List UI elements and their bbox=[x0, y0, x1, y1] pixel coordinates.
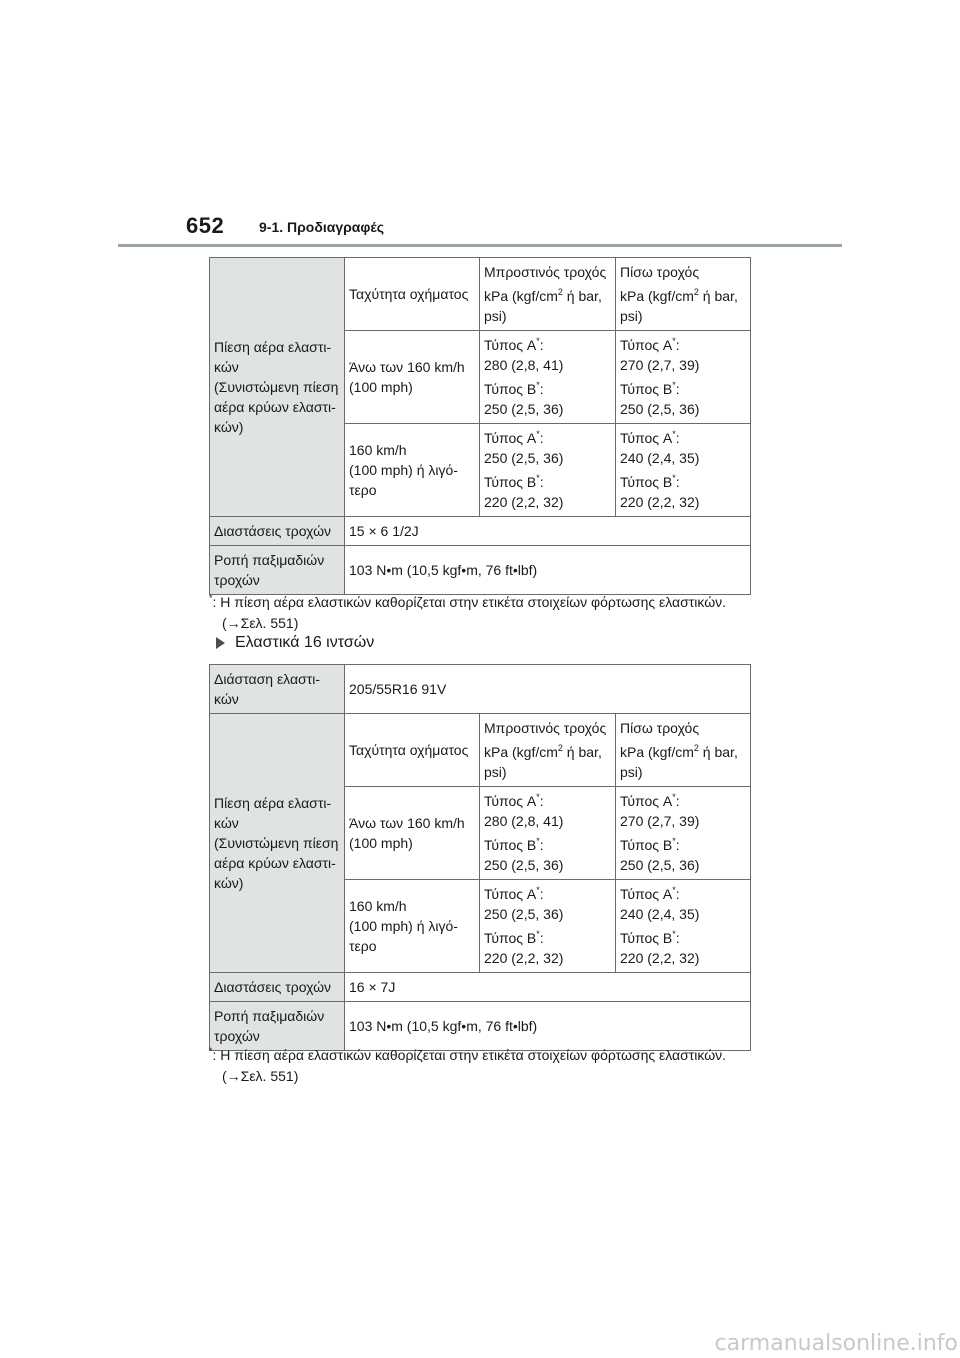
col-front-header: Μπροστινός τροχός kPa ($kgf/cm^2$ ή bar, psi) bbox=[480, 714, 616, 787]
page-header bbox=[0, 0, 960, 250]
col-speed-header: Ταχύτητα οχήματος bbox=[345, 258, 480, 331]
footnote-2: *: Η πίεση αέρα ελαστικών καθορίζεται στην ετικέτα στοιχείων φόρτωσης ελαστικών. (→Σελ. 551) bbox=[209, 1041, 769, 1087]
speed-over-160: Άνω των 160 km/h (100 mph) bbox=[345, 331, 480, 424]
section-title: 9-1. Προδιαγραφές bbox=[259, 219, 384, 235]
rear-pressure-160-or-less: Τύπος A*: 240 (2,4, 35) Τύπος B*: 220 (2,2, 32) bbox=[616, 424, 751, 517]
col-rear-header: Πίσω τροχός kPa ($kgf/cm^2$ ή bar, psi) bbox=[616, 714, 751, 787]
speed-160-or-less: 160 km/h (100 mph) ή λιγό- τερο bbox=[345, 424, 480, 517]
speed-160-or-less: 160 km/h (100 mph) ή λιγό- τερο bbox=[345, 880, 480, 973]
col-front-header: Μπροστινός τροχός kPa ($kgf/cm^2$ ή bar, psi) bbox=[480, 258, 616, 331]
header-rule bbox=[118, 244, 842, 247]
front-pressure-over-160: Τύπος A*: 280 (2,8, 41) Τύπος B*: 250 (2,5, 36) bbox=[480, 331, 616, 424]
speed-over-160: Άνω των 160 km/h (100 mph) bbox=[345, 787, 480, 880]
subheading-16-inch: Ελαστικά 16 ιντσών bbox=[216, 634, 374, 652]
col-rear-header: Πίσω τροχός kPa ($kgf/cm^2$ ή bar, psi) bbox=[616, 258, 751, 331]
torque-label: Ροπή παξιμαδιών τροχών bbox=[210, 546, 345, 595]
wheel-size-label: Διαστάσεις τροχών bbox=[210, 517, 345, 546]
tire-size-value: 205/55R16 91V bbox=[345, 665, 751, 714]
page-number: 652 bbox=[186, 213, 225, 238]
rear-pressure-160-or-less: Τύπος A*: 240 (2,4, 35) Τύπος B*: 220 (2,2, 32) bbox=[616, 880, 751, 973]
front-pressure-160-or-less: Τύπος A*: 250 (2,5, 36) Τύπος B*: 220 (2,2, 32) bbox=[480, 424, 616, 517]
torque-label: Ροπή παξιμαδιών τροχών bbox=[210, 1002, 345, 1051]
front-pressure-over-160: Τύπος A*: 280 (2,8, 41) Τύπος B*: 250 (2,5, 36) bbox=[480, 787, 616, 880]
rear-pressure-over-160: Τύπος A*: 270 (2,7, 39) Τύπος B*: 250 (2,5, 36) bbox=[616, 331, 751, 424]
col-speed-header: Ταχύτητα οχήματος bbox=[345, 714, 480, 787]
tire-size-label: Διάσταση ελαστι- κών bbox=[210, 665, 345, 714]
wheel-size-value: 15 × 6 1/2J bbox=[345, 517, 751, 546]
spec-table-16-inch bbox=[209, 664, 751, 1051]
footnote-1: *: Η πίεση αέρα ελαστικών καθορίζεται στην ετικέτα στοιχείων φόρτωσης ελαστικών. (→Σελ. 551) bbox=[209, 588, 769, 634]
watermark: carmanualsonline.info bbox=[714, 1331, 958, 1356]
triangle-bullet-icon bbox=[216, 637, 225, 649]
pressure-label: Πίεση αέρα ελαστι- κών (Συνιστώμενη πίεση αέρα κρύων ελαστι- κών) bbox=[210, 258, 345, 517]
spec-table-15-inch bbox=[209, 257, 751, 595]
footnote-1-ref[interactable]: (→Σελ. 551) bbox=[222, 615, 299, 631]
wheel-size-label: Διαστάσεις τροχών bbox=[210, 973, 345, 1002]
front-pressure-160-or-less: Τύπος A*: 250 (2,5, 36) Τύπος B*: 220 (2,2, 32) bbox=[480, 880, 616, 973]
footnote-2-ref[interactable]: (→Σελ. 551) bbox=[222, 1068, 299, 1084]
torque-value: 103 N•m (10,5 kgf•m, 76 ft•lbf) bbox=[345, 1002, 751, 1051]
wheel-size-value: 16 × 7J bbox=[345, 973, 751, 1002]
torque-value: 103 N•m (10,5 kgf•m, 76 ft•lbf) bbox=[345, 546, 751, 595]
rear-pressure-over-160: Τύπος A*: 270 (2,7, 39) Τύπος B*: 250 (2,5, 36) bbox=[616, 787, 751, 880]
pressure-label: Πίεση αέρα ελαστι- κών (Συνιστώμενη πίεση αέρα κρύων ελαστι- κών) bbox=[210, 714, 345, 973]
